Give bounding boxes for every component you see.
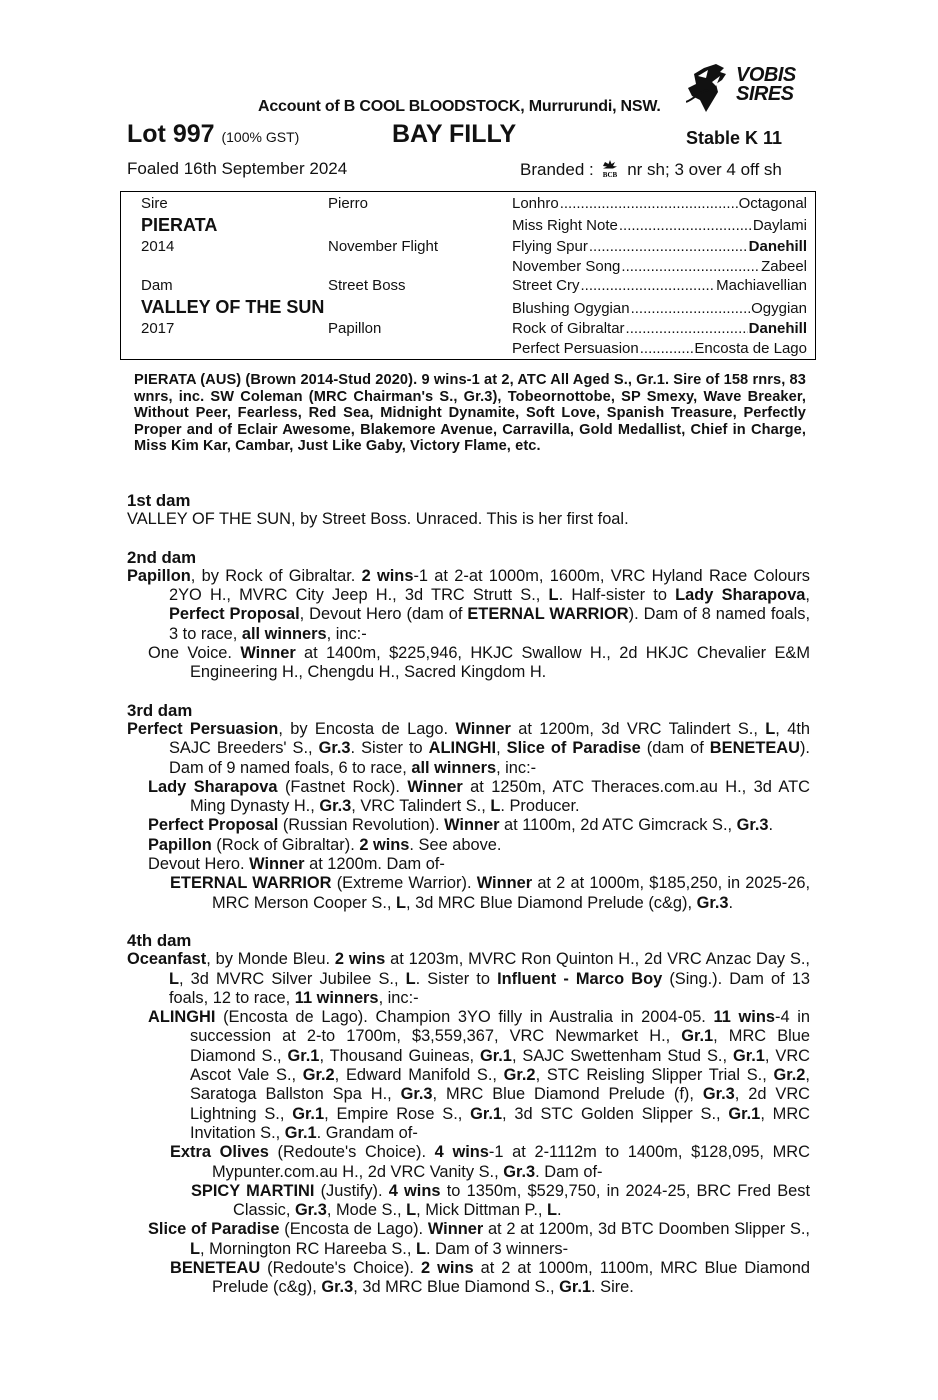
ancestor-row: Street Cry ..... Machiavellian — [512, 277, 807, 294]
dam-label: Dam — [141, 277, 173, 294]
section-heading-3rd-dam: 3rd dam — [127, 700, 193, 720]
ancestor-row: Perfect Persuasion ..... Encosta de Lago — [512, 340, 807, 357]
ancestor-row: November Song ..... Zabeel — [512, 258, 807, 275]
third-dam-entry: Perfect Persuasion, by Encosta de Lago. Winner at 1200m, 3d VRC Talindert S., L, 4th SAJC Breeders' S., Gr.3. Sister to ALINGHI, Slice of Paradise (dam of BENETEAU). Dam of 9 named foals, 6 to race, all winners, inc:- — [127, 719, 810, 777]
sire-name: PIERATA — [141, 215, 218, 235]
progeny-entry: Lady Sharapova (Fastnet Rock). Winner at 1250m, ATC Theraces.com.au H., 3d ATC Ming Dynasty H., Gr.3, VRC Talindert S., L. Producer. — [148, 777, 811, 816]
dam-name: VALLEY OF THE SUN — [141, 297, 325, 317]
progeny-entry: Devout Hero. Winner at 1200m. Dam of- — [148, 855, 445, 874]
horse-head-icon — [686, 62, 738, 114]
fourth-dam-entry: Oceanfast, by Monde Bleu. 2 wins at 1203m, MVRC Ron Quinton H., 2d VRC Anzac Day S., L, 3d MVRC Silver Jubilee S., L. Sister to Influent - Marco Boy (Sing.). Dam of 13 foals, 12 to race, 11 winners, inc:- — [127, 950, 810, 1007]
account-line: Account of B COOL BLOODSTOCK, Murrurundi, NSW. — [258, 98, 661, 115]
ancestor-row: Flying Spur ..... Danehill — [512, 238, 807, 255]
logo-line2: SIRES — [736, 83, 794, 105]
branded-suffix: nr sh; 3 over 4 off sh — [627, 160, 782, 179]
branded-prefix: Branded : — [520, 160, 594, 179]
branded-line — [520, 159, 782, 184]
lot-number — [127, 120, 299, 149]
sire-summary: PIERATA (AUS) (Brown 2014-Stud 2020). 9 wins-1 at 2, ATC All Aged S., Gr.1. Sire of 158 rnrs, 83 wnrs, inc. SW Coleman (MRC Chairman's S., Gr.3), Tobeornottobe, SP Smexy, Wave Breaker, Without Peer, Fearless, Red Sea, Midnight Dynamite, Soft Love, Spanish Treasure, Perfectly Proper and of Eclair Awesome, Blakemore Avenue, Carravilla, Gold Medallist, Chief in Charge, Miss Kim Kar, Cambar, Just Like Gaby, Victory Flame, etc. — [134, 372, 806, 455]
sire-label: Sire — [141, 195, 168, 212]
sire-dam: November Flight — [328, 238, 439, 255]
progeny-entry: Extra Olives (Redoute's Choice). 4 wins-1 at 2-1112m to 1400m, $128,095, MRC Mypunter.com.au H., 2d VRC Vanity S., Gr.3. Dam of- — [170, 1143, 810, 1181]
ancestor-row: Miss Right Note ..... Daylami — [512, 217, 807, 234]
progeny-entry: Papillon (Rock of Gibraltar). 2 wins. See above. — [148, 835, 502, 854]
lot-sex: BAY FILLY — [392, 120, 517, 148]
sire-sire: Pierro — [328, 195, 369, 212]
vobis-sires-logo — [686, 62, 818, 114]
brand-mark-icon — [600, 159, 620, 184]
dam-dam: Papillon — [328, 320, 382, 337]
ancestor-row: Rock of Gibraltar ..... Danehill — [512, 320, 807, 337]
progeny-entry: ALINGHI (Encosta de Lago). Champion 3YO filly in Australia in 2004-05. 11 wins-4 in succession at 2-to 1700m, $3,559,367, VRC Newmarket H., Gr.1, MRC Blue Diamond S., Gr.1, Thousand Guineas, Gr.1, SAJC Swettenham Stud S., Gr.1, VRC Ascot Vale S., Gr.2, Edward Manifold S., Gr.2, STC Reisling Slipper Trial S., Gr.2, Saratoga Ballston Spa H., Gr.3, MRC Blue Diamond Prelude (f), Gr.3, 2d VRC Lightning S., Gr.1, Empire Rose S., Gr.1, 3d STC Golden Slipper S., Gr.1, MRC Invitation S., Gr.1. Grandam of- — [148, 1008, 811, 1142]
ancestor-row: Blushing Ogygian ..... Ogygian — [512, 300, 807, 317]
gst-note: (100% GST) — [221, 129, 300, 145]
dam-year: 2017 — [141, 320, 175, 337]
progeny-entry: ETERNAL WARRIOR (Extreme Warrior). Winner at 2 at 1000m, $185,250, in 2025-26, MRC Merson Cooper S., L, 3d MRC Blue Diamond Prelude (c&g), Gr.3. — [170, 874, 810, 912]
pedigree-table — [120, 191, 816, 360]
progeny-entry: Slice of Paradise (Encosta de Lago). Winner at 2 at 1200m, 3d BTC Doomben Slipper S., L, Mornington RC Hareeba S., L. Dam of 3 winners- — [148, 1220, 810, 1258]
brand-mark-text: BCB — [603, 171, 618, 179]
progeny-entry: SPICY MARTINI (Justify). 4 wins to 1350m, $529,750, in 2024-25, BRC Fred Best Classic, Gr.3, Mode S., L, Mick Dittman P., L. — [191, 1181, 810, 1220]
lot-label: Lot 997 — [127, 120, 215, 148]
sire-year: 2014 — [141, 238, 175, 255]
logo-line1: VOBIS — [736, 64, 796, 86]
first-dam-text: VALLEY OF THE SUN, by Street Boss. Unraced. This is her first foal. — [127, 510, 629, 529]
section-heading-1st-dam: 1st dam — [127, 491, 191, 510]
second-dam-entry: Papillon, by Rock of Gibraltar. 2 wins-1 at 2-at 1000m, 1600m, VRC Hyland Race Colours 2YO H., MVRC City Jeep H., 3d TRC Strutt S., L. Half-sister to Lady Sharapova, Perfect Proposal, Devout Hero (dam of ETERNAL WARRIOR). Dam of 8 named foals, 3 to race, all winners, inc:- — [127, 566, 811, 643]
section-heading-4th-dam: 4th dam — [127, 930, 192, 950]
ancestor-row: Lonhro ..... Octagonal — [512, 195, 807, 212]
progeny-entry: BENETEAU (Redoute's Choice). 2 wins at 2 at 1000m, 1100m, MRC Blue Diamond Prelude (c&g), Gr.3, 3d MRC Blue Diamond S., Gr.1. Sire. — [170, 1258, 810, 1297]
family-details — [127, 491, 810, 1298]
section-heading-2nd-dam: 2nd dam — [127, 547, 197, 567]
progeny-entry: One Voice. Winner at 1400m, $225,946, HKJC Swallow H., 2d HKJC Chevalier E&M Engineering H., Chengdu H., Sacred Kingdom H. — [148, 644, 810, 682]
dam-sire: Street Boss — [328, 277, 406, 294]
stable-number: Stable K 11 — [686, 128, 783, 148]
foaled-date: Foaled 16th September 2024 — [127, 159, 348, 178]
progeny-entry: Perfect Proposal (Russian Revolution). Winner at 1100m, 2d ATC Gimcrack S., Gr.3. — [148, 816, 774, 835]
